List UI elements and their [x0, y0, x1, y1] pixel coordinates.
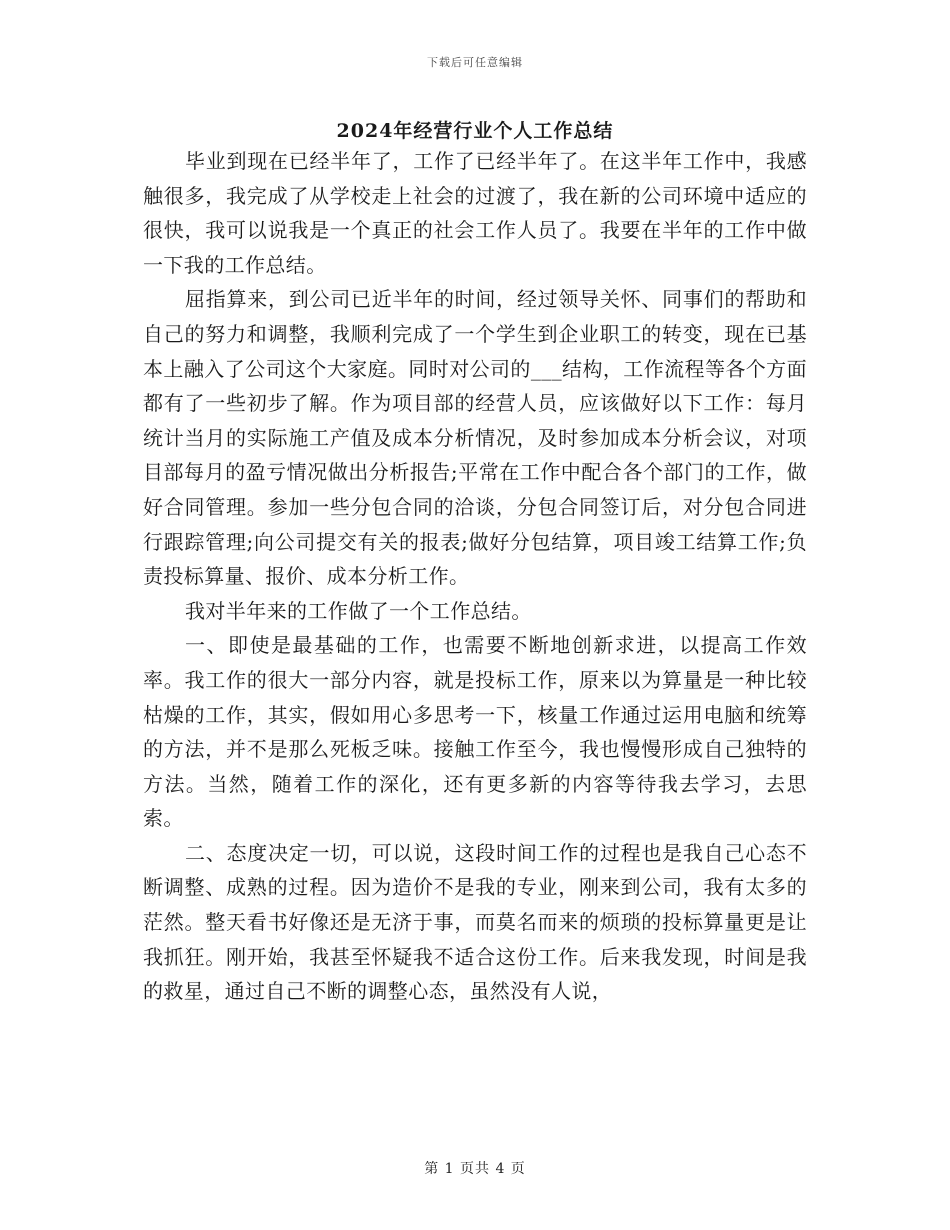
page-number-footer: 第 1 页共 4 页 [424, 1161, 526, 1177]
document-title: 2024年经营行业个人工作总结 [336, 120, 614, 142]
paragraph-point-two: 二、态度决定一切，可以说，这段时间工作的过程也是我自己心态不断调整、成熟的过程。因为造价不是我的专业，刚来到公司，我有太多的茫然。整天看书好像还是无济于事，而莫名而来的烦琐的投标算量更是让我抓狂。刚开始，我甚至怀疑我不适合这份工作。后来我发现，时间是我的救星，通过自己不断的调整心态，虽然没有人说， [143, 840, 807, 1004]
paragraph-summary-lead: 我对半年来的工作做了一个工作总结。 [185, 598, 532, 623]
paragraph-intro: 毕业到现在已经半年了，工作了已经半年了。在这半年工作中，我感触很多，我完成了从学校走上社会的过渡了，我在新的公司环境中适应的很快，我可以说我是一个真正的社会工作人员了。我要在半年的工作中做一下我的工作总结。 [143, 149, 807, 277]
paragraph-duties: 屈指算来，到公司已近半年的时间，经过领导关怀、同事们的帮助和自己的努力和调整，我顺利完成了一个学生到企业职工的转变，现在已基本上融入了公司这个大家庭。同时对公司的___结构，工作流程等各个方面都有了一些初步了解。作为项目部的经营人员，应该做好以下工作：每月统计当月的实际施工产值及成本分析情况，及时参加成本分析会议，对项目部每月的盈亏情况做出分析报告;平常在工作中配合各个部门的工作，做好合同管理。参加一些分包合同的洽谈，分包合同签订后，对分包合同进行跟踪管理;向公司提交有关的报表;做好分包结算，项目竣工结算工作;负责投标算量、报价、成本分析工作。 [143, 287, 807, 589]
page-header: 下载后可任意编辑 [427, 56, 523, 69]
document-body [143, 144, 807, 1009]
paragraph-point-one: 一、即使是最基础的工作，也需要不断地创新求进，以提高工作效率。我工作的很大一部分内容，就是投标工作，原来以为算量是一种比较枯燥的工作，其实，假如用心多思考一下，核量工作通过运用电脑和统筹的方法，并不是那么死板乏味。接触工作至今，我也慢慢形成自己独特的方法。当然，随着工作的深化，还有更多新的内容等待我去学习，去思索。 [143, 633, 807, 831]
